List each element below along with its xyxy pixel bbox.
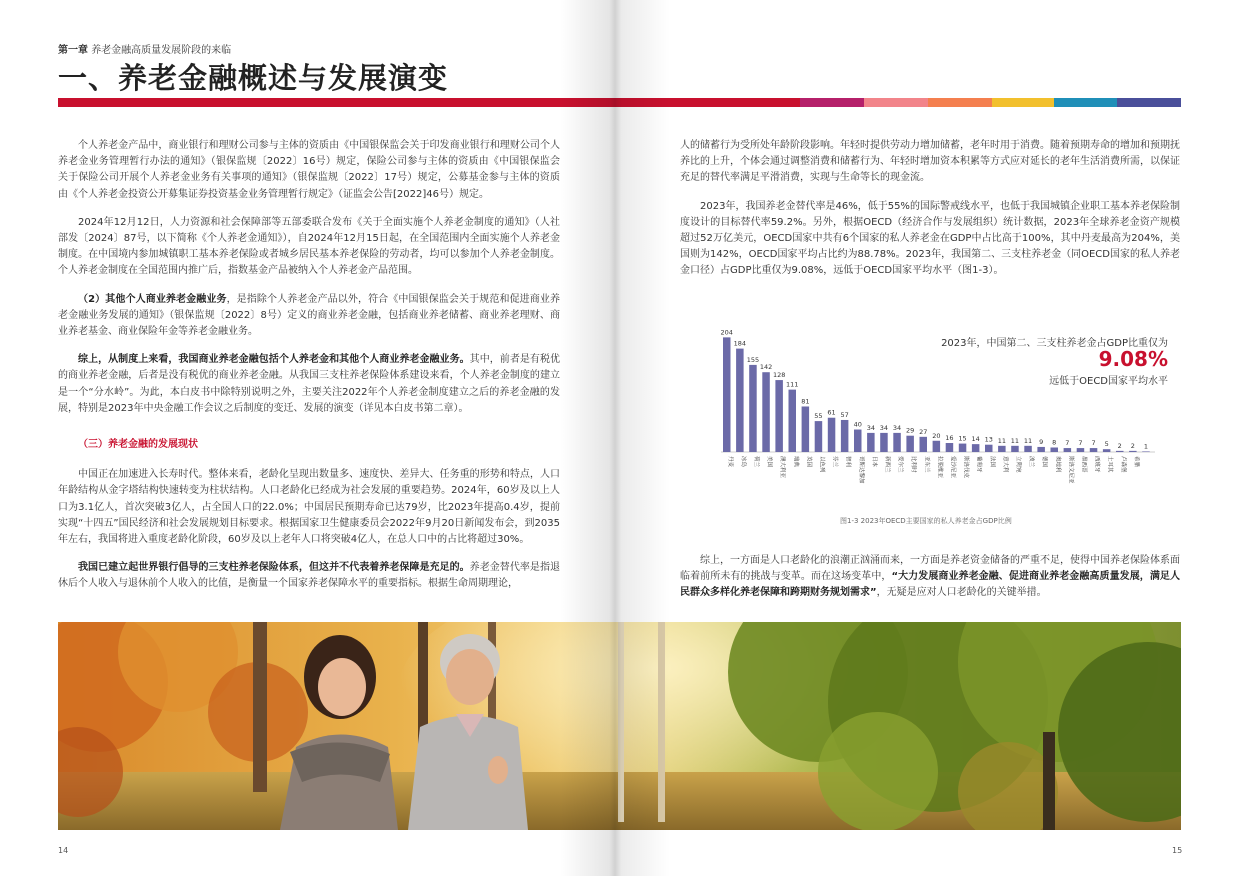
left-paragraph-6: 我国已建立起世界银行倡导的三支柱养老保险体系，但这并不代表着养老保障是充足的。养老金替代率是指退休后个人收入与退休前个人收入的比值，是衡量一个国家养老保障水平的重要指标。根据生命周期理论，	[58, 562, 561, 590]
header-rule-main	[58, 98, 800, 107]
chart-category-label: 奥地利	[1054, 456, 1061, 473]
chart-data-label: 5	[1104, 440, 1109, 449]
chart-bar	[1090, 448, 1098, 452]
chart-data-label: 13	[984, 435, 993, 444]
photo-illustration	[58, 622, 1181, 830]
chart-category-label: 澳大利亚	[779, 456, 786, 479]
chart-bar	[854, 430, 862, 452]
right-paragraph-1: 人的储蓄行为受所处年龄阶段影响。年轻时提供劳动力增加储蓄，老年时用于消费。随着预期寿命的增加和预期抚养比的上升，个体会通过调整消费和储蓄行为、年轻时增加资本积累等方式应对延长的老年生活消费所需，以保证充足的替代率满足平滑消费，实现与生命等长的现金流。	[680, 140, 1180, 184]
chart-bar	[789, 390, 797, 452]
header-rule-seg-2	[864, 98, 928, 107]
chart-data-label: 7	[1065, 439, 1070, 448]
chart-bar	[762, 372, 770, 452]
chart-category-label: 墨西哥	[1080, 456, 1087, 473]
header-rule-seg-4	[992, 98, 1054, 107]
chart-bar	[815, 421, 823, 452]
chart-category-label: 芬兰	[831, 456, 838, 468]
chart-bar	[723, 337, 731, 452]
chart-data-label: 34	[892, 423, 902, 432]
header-rule-seg-5	[1054, 98, 1117, 107]
header-rule-seg-3	[928, 98, 992, 107]
chart-bar	[867, 433, 875, 452]
chart-category-label: 拉脱维亚	[936, 456, 943, 479]
chart-category-label: 智利	[844, 456, 851, 468]
left-paragraph-5: 中国正在加速进入长寿时代。整体来看，老龄化呈现出数量多、速度快、差异大、任务重的形势和特点，人口年龄结构从金字塔结构快速转变为柱状结构。人口老龄化已经成为社会发展的重要趋势。2024年，60岁及以上人口为3.1亿人，首次突破3亿人，占全国人口的22.0%；中国居民预期寿命已达79岁，比2023年提高0.4岁，提前实现“十四五”国民经济和社会发展规划目标要求。根据国家卫生健康委员会2022年9月20日新闻发布会，到2035年左右，我国将进入重度老龄化阶段，60岁及以上老年人口将突破4亿人，在总人口中的占比将超过30%。	[58, 469, 560, 546]
left-column	[58, 138, 560, 605]
chart-bar	[920, 437, 928, 452]
chart-bar	[1024, 446, 1032, 452]
chart-data-label: 27	[919, 427, 928, 436]
chart-bar	[1103, 449, 1111, 452]
chart-category-label: 瑞典	[792, 456, 799, 468]
chart-category-label: 斯洛文尼亚	[1067, 456, 1074, 484]
chart-category-label: 哥斯达黎加	[857, 456, 864, 484]
chart-category-label: 日本	[870, 456, 877, 468]
chart-bar	[1051, 448, 1059, 452]
chart-data-label: 15	[958, 434, 967, 443]
chart-bar	[736, 349, 744, 452]
chart-data-label: 40	[853, 420, 862, 429]
chart-category-label: 意大利	[1001, 456, 1008, 473]
chart-bar	[906, 436, 914, 452]
chart-caption: 图1-3 2023年OECD主要国家的私人养老金占GDP比例	[840, 517, 1012, 525]
chart-data-label: 11	[1023, 436, 1033, 445]
chart-category-label: 荷兰	[752, 456, 759, 468]
right-page-number: 15	[1172, 846, 1183, 855]
chart-bar	[893, 433, 901, 452]
chart-data-label: 57	[840, 410, 849, 419]
chart-category-label: 英国	[805, 456, 812, 468]
chart-bar	[1116, 451, 1124, 452]
chart-bar	[841, 420, 849, 452]
chart-category-label: 冰岛	[739, 456, 746, 468]
chart-title: 2023年，中国第二、三支柱养老金占GDP比重仅为	[941, 338, 1168, 349]
chart-data-label: 7	[1091, 439, 1096, 448]
elderly-couple-photo	[58, 622, 1181, 830]
chart-data-label: 81	[801, 397, 810, 406]
chart-category-label: 卢森堡	[1119, 456, 1126, 473]
chart-data-label: 155	[746, 355, 760, 364]
left-page-number: 14	[58, 846, 69, 855]
left-paragraph-1: 个人养老金产品中，商业银行和理财公司参与主体的资质由《中国银保监会关于印发商业银行和理财公司个人养老金业务管理暂行办法的通知》（银保监规〔2022〕16号）规定，保险公司参与主体的资质由《中国银保监会关于保险公司开展个人养老金业务有关事项的通知》（银保监规〔2022〕17号）规定，公募基金参与主体的资质由《个人养老金投资公开募集证券投资基金业务管理暂行规定》（证监会公告[2022]46号）规定。	[58, 140, 560, 200]
chart-bar	[828, 418, 836, 452]
chart-data-label: 204	[720, 328, 733, 337]
chart-category-label: 丹麦	[726, 456, 733, 468]
chart-category-label: 葡萄牙	[975, 456, 982, 473]
chart-bar	[880, 433, 888, 452]
chart-bar	[998, 446, 1006, 452]
chart-category-label: 爱沙尼亚	[949, 456, 956, 479]
chart-category-label: 斯洛伐克	[962, 456, 969, 479]
chart-data-label: 9	[1039, 437, 1044, 446]
left-paragraph-3: （2）其他个人商业养老金融业务，是指除个人养老金产品以外，符合《中国银保监会关于规范和促进商业养老金融业务发展的通知》（银保监规〔2022〕8号）定义的商业养老金融，包括商业养老储蓄、商业养老理财、商业养老基金、商业保险年金等养老金融业务。	[58, 293, 561, 338]
chart-bar	[946, 443, 954, 452]
chart-data-label: 8	[1052, 438, 1057, 447]
right-column-bottom	[680, 553, 1180, 614]
chart-bar	[972, 444, 980, 452]
chart-bar	[802, 406, 810, 452]
chart-category-label: 希腊	[1132, 456, 1139, 468]
chart-category-label: 土耳其	[1106, 456, 1113, 473]
left-paragraph-2: 2024年12月12日，人力资源和社会保障部等五部委联合发布《关于全面实施个人养老金制度的通知》（人社部发〔2024〕87号，以下简称《个人养老金通知》），自2024年12月15日起，在全国范围内全面实施个人养老金制度。在中国境内参加城镇职工基本养老保险或者城乡居民基本养老保险的劳动者，均可以参加个人养老金制度。个人养老金制度在全国范围内推广后，指数基金产品被纳入个人养老金产品范围。	[58, 216, 560, 277]
header-rule-seg-6	[1117, 98, 1181, 107]
chart-bar	[1037, 447, 1045, 452]
chart-bar	[1011, 446, 1019, 452]
chart-bar	[933, 441, 941, 452]
chart-data-label: 142	[759, 363, 773, 372]
chart-bar	[985, 445, 993, 452]
chart-category-label: 德国	[1041, 456, 1048, 468]
chart-category-label: 立陶宛	[1014, 456, 1021, 473]
chart-bar	[959, 444, 967, 452]
right-paragraph-3: 综上，一方面是人口老龄化的浪潮正汹涌而来，一方面是养老资金储备的严重不足，使得中国养老保险体系面临着前所未有的挑战与变革。而在这场变革中，“大力发展商业养老金融、促进商业养老金融高质量发展，满足人民群众多样化养老保障和跨期财务规划需求”，无疑是应对人口老龄化的关键举措。	[680, 555, 1180, 599]
chart-category-label: 比利时	[910, 456, 917, 473]
chart-data-label: 111	[786, 380, 799, 389]
chart-data-label: 61	[827, 408, 836, 417]
chart-bar	[1142, 451, 1150, 452]
chart-data-label: 34	[879, 423, 889, 432]
left-paragraph-4: 综上，从制度上来看，我国商业养老金融包括个人养老金和其他个人商业养老金融业务。其中，前者是有税优的商业养老金融，后者是没有税优的商业养老金融。从我国三支柱养老保险体系建设来看，个人养老金制度的建立是一个“分水岭”。为此，本白皮书中除特别说明之外，主要关注2022年个人养老金制度建立之后的养老金融的发展，特别是2023年中央金融工作会议之后制度的变迁、发展的演变（详见本白皮书第二章）。	[58, 354, 561, 414]
chart-data-label: 128	[772, 371, 786, 380]
chart-data-label: 14	[971, 435, 980, 444]
chart-data-label: 34	[866, 423, 875, 432]
chart-category-label: 西班牙	[1093, 456, 1100, 473]
chart-bar	[1077, 448, 1085, 452]
chart-data-label: 20	[932, 431, 941, 440]
chart-data-label: 7	[1078, 439, 1083, 448]
section-subheading: （三）养老金融的发展现状	[78, 439, 198, 451]
chart-data-label: 1	[1143, 442, 1149, 451]
chart-data-label: 55	[814, 412, 823, 421]
chart-category-label: 新西兰	[883, 456, 890, 473]
chart-bar	[1129, 451, 1137, 452]
chart-bar	[1064, 448, 1072, 452]
chart-data-label: 16	[945, 434, 954, 443]
chart-category-label: 法国	[988, 456, 995, 468]
chart-data-label: 184	[733, 339, 747, 348]
chart-category-label: 爱尔兰	[897, 456, 904, 473]
chart-data-label: 11	[997, 436, 1006, 445]
chart-bar	[749, 365, 757, 452]
right-paragraph-2: 2023年，我国养老金替代率是46%，低于55%的国际警戒线水平，也低于我国城镇企业职工基本养老保险制度设计的目标替代率59.2%。另外，根据OECD（经济合作与发展组织）统计数据，2023年全球养老金资产规模超过52万亿美元，OECD国家中共有6个国家的私人养老金在GDP中占比高于100%，其中丹麦最高为204%，美国则为142%，OECD国家平均占比约为88.78%。2023年，我国第二、三支柱养老金（同OECD国家的私人养老金口径）占GDP比重仅为9.08%，远低于OECD国家平均水平（图1-3）。	[680, 200, 1180, 277]
header-rule-seg-1	[800, 98, 864, 107]
chart-data-label: 11	[1010, 436, 1020, 445]
chart-bar	[775, 380, 783, 452]
chart-category-label: 亚东兰	[923, 456, 930, 473]
chart-subtitle: 远低于OECD国家平均水平	[1049, 376, 1168, 387]
chapter-label: 第一章 养老金融高质量发展阶段的来临	[58, 45, 232, 56]
chart-category-label: 美国	[766, 456, 773, 468]
chart-highlight-value: 9.08%	[1098, 347, 1168, 371]
page-title: 一、养老金融概述与发展演变	[58, 61, 449, 95]
chart-data-label: 29	[906, 426, 915, 435]
chart-category-label: 以色列	[818, 456, 825, 473]
chart-category-label: 波兰	[1028, 456, 1035, 468]
chart-data-label: 2	[1117, 441, 1122, 450]
chart-data-label: 2	[1130, 441, 1135, 450]
right-column-top	[680, 138, 1180, 292]
